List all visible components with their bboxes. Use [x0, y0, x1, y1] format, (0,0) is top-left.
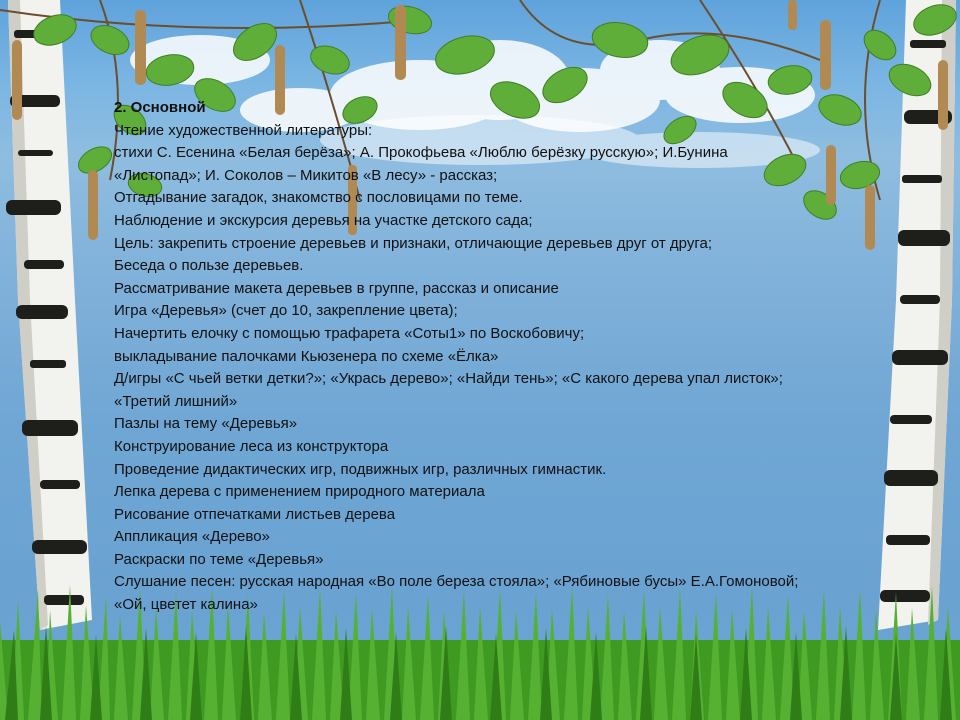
text-line: выкладывание палочками Кьюзенера по схеме «Ёлка»	[114, 347, 499, 365]
text-line: «Ой, цветет калина»	[114, 596, 258, 614]
text-line: «Третий лишний»	[114, 392, 238, 410]
text-line: «Листопад»; И. Соколов – Микитов «В лесу» - рассказ;	[114, 166, 498, 184]
text-line: Беседа о пользе деревьев.	[114, 257, 304, 275]
text-line: Пазлы на тему «Деревья»	[114, 415, 298, 433]
text-line: Слушание песен: русская народная «Во поле береза стояла»; «Рябиновые бусы» Е.А.Гомоновой;	[114, 573, 799, 591]
text-line: Игра «Деревья» (счет до 10, закрепление цвета);	[114, 302, 458, 320]
text-line: Лепка дерева с применением природного материала	[114, 483, 485, 501]
text-line: стихи С. Есенина «Белая берёза»; А. Прокофьева «Люблю берёзку русскую»; И.Бунина	[114, 144, 728, 162]
text-line: Аппликация «Дерево»	[114, 528, 270, 546]
text-line: Наблюдение и экскурсия деревья на участке детского сада;	[114, 211, 533, 229]
slide-text-block	[114, 97, 894, 617]
text-line: Начертить елочку с помощью трафарета «Соты1» по Воскобовичу;	[114, 324, 585, 342]
text-line: Рассматривание макета деревьев в группе, рассказ и описание	[114, 279, 559, 297]
text-line: Раскраски по теме «Деревья»	[114, 550, 324, 568]
section-heading: 2. Основной	[114, 99, 206, 116]
text-line: Цель: закрепить строение деревьев и признаки, отличающие деревьев друг от друга;	[114, 234, 713, 252]
text-line: Чтение художественной литературы:	[114, 121, 373, 139]
text-line: Проведение дидактических игр, подвижных игр, различных гимнастик.	[114, 460, 607, 478]
text-line: Отгадывание загадок, знакомство с пословицами по теме.	[114, 189, 523, 207]
text-line: Д/игры «С чьей ветки детки?»; «Укрась дерево»; «Найди тень»; «С какого дерева упал листок»;	[114, 370, 783, 388]
text-line: Конструирование леса из конструктора	[114, 437, 389, 455]
text-line: Рисование отпечатками листьев дерева	[114, 505, 396, 523]
